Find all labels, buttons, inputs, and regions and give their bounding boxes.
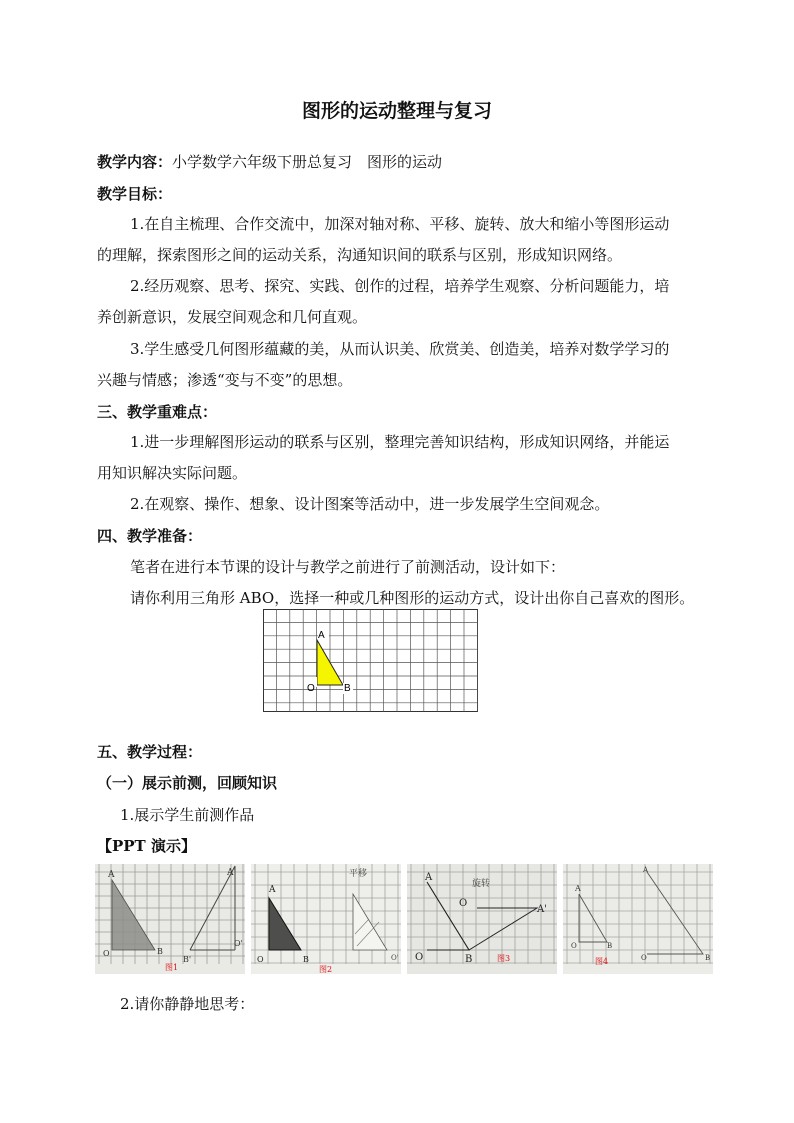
label-b: B — [344, 683, 351, 694]
svg-text:B: B — [303, 955, 309, 964]
svg-text:B: B — [157, 947, 163, 956]
svg-text:O': O' — [234, 939, 243, 948]
goal-line: 兴趣与情感；渗透“变与不变”的思想。 — [97, 371, 353, 389]
student-work-figure-4 — [563, 864, 713, 978]
figure-caption: 图4 — [595, 957, 609, 966]
goal-line: 2.经历观察、思考、探究、实践、创作的过程，培养学生观察、分析问题能力，培 — [130, 277, 670, 295]
svg-text:B': B' — [183, 955, 192, 964]
ppt-label: 【PPT 演示】 — [97, 837, 196, 855]
svg-text:B: B — [465, 954, 473, 965]
process-heading: 五、教学过程： — [97, 743, 203, 761]
goal-line: 养创新意识，发展空间观念和几何直观。 — [97, 308, 368, 326]
goals-heading: 教学目标： — [97, 185, 173, 203]
prep-line: 笔者在进行本节课的设计与教学之前进行了前测活动，设计如下： — [130, 558, 566, 576]
sub-heading: （一）展示前测，回顾知识 — [97, 774, 278, 792]
svg-text:A': A' — [537, 904, 547, 915]
svg-text:A: A — [108, 870, 115, 880]
goal-line: 1.在自主梳理、合作交流中，加深对轴对称、平移、旋转、放大和缩小等图形运动 — [130, 215, 670, 233]
student-work-figure-3 — [407, 864, 557, 978]
figure-caption: 图1 — [165, 963, 179, 972]
svg-text:A: A — [643, 866, 649, 874]
figure-caption: 图2 — [319, 965, 333, 974]
svg-text:A: A — [269, 885, 276, 895]
content-label: 教学内容： — [97, 153, 173, 171]
svg-text:O': O' — [391, 954, 399, 962]
svg-text:O: O — [571, 942, 577, 950]
label-o: O — [307, 683, 315, 694]
difficulty-heading: 三、教学重难点： — [97, 403, 218, 421]
svg-text:O: O — [641, 954, 647, 962]
svg-text:A: A — [575, 884, 581, 893]
item-1: 1.展示学生前测作品 — [120, 806, 255, 824]
figure-caption: 图3 — [497, 954, 511, 963]
svg-text:O: O — [459, 898, 468, 909]
content-line — [97, 152, 442, 172]
svg-text:平移: 平移 — [349, 869, 368, 879]
svg-text:O: O — [415, 952, 424, 963]
difficulty-line: 1.进一步理解图形运动的联系与区别，整理完善知识结构，形成知识网络，并能运 — [130, 433, 670, 451]
svg-text:旋转: 旋转 — [472, 879, 491, 889]
prep-heading: 四、教学准备： — [97, 527, 203, 545]
prep-line: 请你利用三角形 ABO，选择一种或几种图形的运动方式，设计出你自己喜欢的图形。 — [130, 589, 695, 607]
svg-text:B: B — [607, 942, 613, 950]
svg-text:B: B — [705, 954, 711, 962]
content-value: 小学数学六年级下册总复习 图形的运动 — [172, 153, 443, 171]
student-work-figure-1 — [95, 864, 245, 978]
svg-text:A: A — [425, 872, 433, 883]
student-work-figure-2 — [251, 864, 401, 978]
svg-text:O: O — [257, 955, 264, 964]
goal-line: 3.学生感受几何图形蕴藏的美，从而认识美、欣赏美、创造美，培养对数学学习的 — [130, 340, 670, 358]
page-title: 图形的运动整理与复习 — [301, 100, 492, 122]
label-a: A — [318, 630, 325, 641]
svg-text:O: O — [103, 949, 110, 958]
difficulty-line: 2.在观察、操作、想象、设计图案等活动中，进一步发展学生空间观念。 — [130, 495, 610, 513]
item-2: 2.请你静静地思考： — [120, 995, 255, 1013]
goal-line: 的理解，探索图形之间的运动关系，沟通知识间的联系与区别，形成知识网络。 — [97, 246, 623, 264]
difficulty-line: 用知识解决实际问题。 — [97, 464, 248, 482]
triangle-grid — [263, 609, 479, 717]
svg-text:A': A' — [227, 868, 236, 878]
